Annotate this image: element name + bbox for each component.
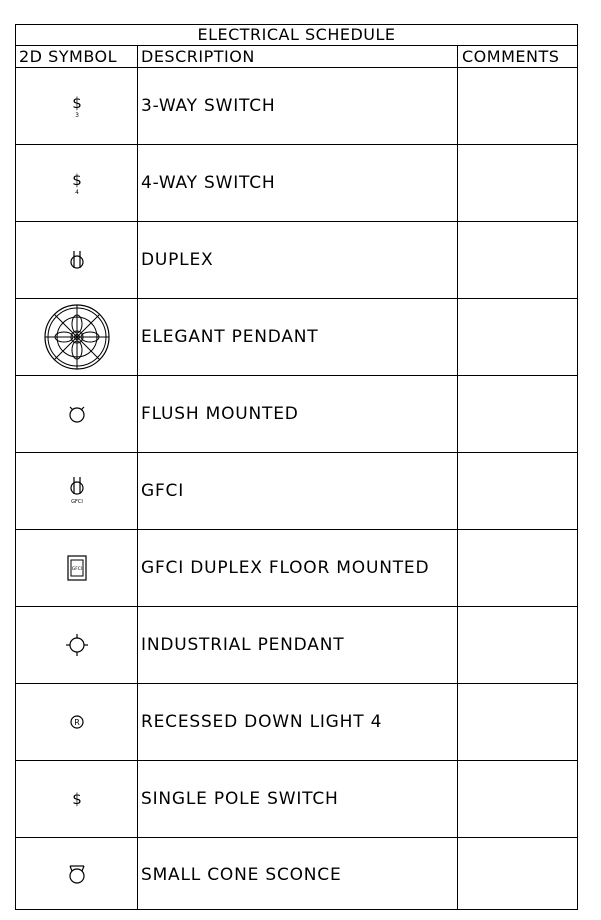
description-cell: 3-WAY SWITCH [141, 96, 276, 116]
description-cell: FLUSH MOUNTED [141, 404, 299, 424]
table-row [16, 299, 577, 376]
flush-mounted-light-icon [67, 404, 87, 424]
description-cell: GFCI DUPLEX FLOOR MOUNTED [141, 558, 430, 578]
duplex-outlet-icon [67, 249, 87, 271]
table-row [16, 684, 577, 761]
elegant-pendant-icon [42, 302, 112, 372]
symbol-cell [16, 838, 137, 909]
header-2d-symbol: 2D SYMBOL [19, 47, 118, 66]
comments-cell [458, 68, 577, 144]
comments-cell [458, 376, 577, 452]
four-way-subscript: 4 [74, 189, 79, 196]
three-way-subscript: 3 [74, 112, 79, 119]
description-cell: RECESSED DOWN LIGHT 4 [141, 712, 383, 732]
small-cone-sconce-icon [66, 862, 88, 886]
symbol-cell [16, 145, 137, 221]
electrical-schedule-table [15, 24, 578, 910]
table-row [16, 761, 577, 838]
table-row [16, 530, 577, 607]
description-cell: INDUSTRIAL PENDANT [141, 635, 345, 655]
symbol-cell [16, 530, 137, 606]
header-comments: COMMENTS [462, 47, 560, 66]
symbol-cell [16, 222, 137, 298]
description-cell: GFCI [141, 481, 185, 501]
table-row [16, 222, 577, 299]
symbol-cell [16, 607, 137, 683]
comments-cell [458, 299, 577, 375]
comments-cell [458, 684, 577, 760]
gfci-label: GFCI [70, 499, 83, 505]
symbol-cell [16, 68, 137, 144]
description-cell: ELEGANT PENDANT [141, 327, 319, 347]
description-cell: 4-WAY SWITCH [141, 173, 276, 193]
description-cell: SMALL CONE SCONCE [141, 865, 342, 885]
svg-text:$: $ [71, 171, 82, 189]
schedule-title: ELECTRICAL SCHEDULE [16, 25, 577, 46]
svg-text:$: $ [71, 790, 82, 808]
single-pole-switch-icon [69, 788, 85, 810]
table-row [16, 838, 577, 909]
comments-cell [458, 145, 577, 221]
header-description: DESCRIPTION [141, 47, 255, 66]
three-way-switch-icon [69, 93, 85, 119]
table-row [16, 68, 577, 145]
industrial-pendant-icon [65, 633, 89, 657]
description-cell: DUPLEX [141, 250, 214, 270]
gfci-floor-label: GFCI [71, 567, 82, 572]
description-cell: SINGLE POLE SWITCH [141, 789, 339, 809]
svg-text:$: $ [71, 94, 82, 112]
comments-cell [458, 222, 577, 298]
symbol-cell [16, 761, 137, 837]
symbol-cell [16, 684, 137, 760]
comments-cell [458, 761, 577, 837]
comments-cell [458, 453, 577, 529]
comments-cell [458, 838, 577, 909]
table-row [16, 607, 577, 684]
comments-cell [458, 607, 577, 683]
comments-cell [458, 530, 577, 606]
table-body [16, 68, 577, 909]
gfci-outlet-icon [66, 476, 88, 506]
svg-text:R: R [73, 718, 80, 727]
gfci-floor-outlet-icon [66, 554, 88, 582]
symbol-cell [16, 376, 137, 452]
four-way-switch-icon [69, 170, 85, 196]
table-row [16, 145, 577, 222]
table-row [16, 453, 577, 530]
symbol-cell [16, 453, 137, 529]
symbol-cell [16, 299, 137, 375]
table-row [16, 376, 577, 453]
recessed-down-light-icon [69, 714, 85, 730]
